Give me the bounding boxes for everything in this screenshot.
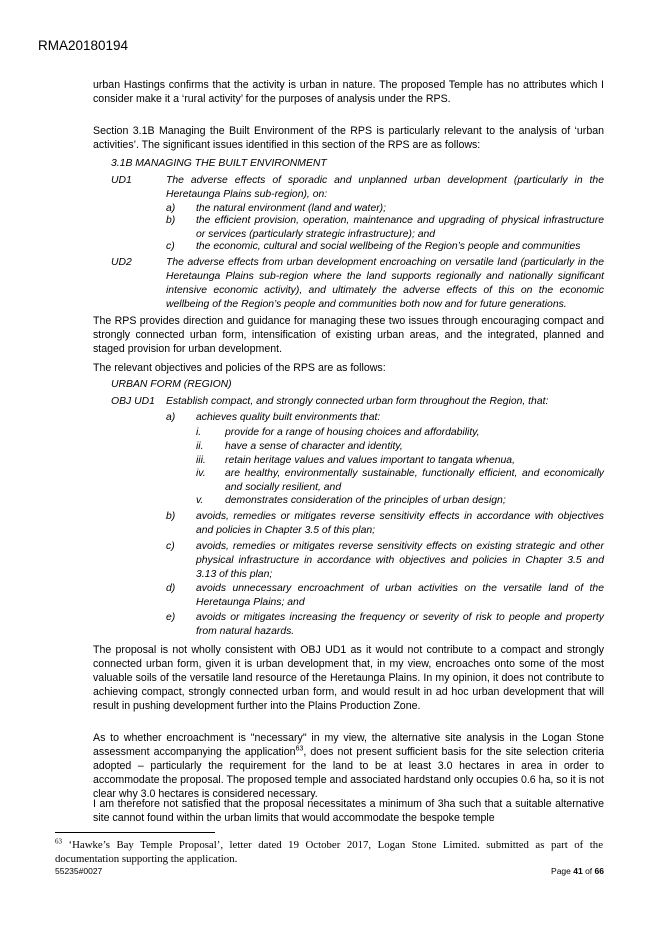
subitem-label: iv. xyxy=(196,468,206,479)
subitem-text: are healthy, environmentally sustainable, functionally efficient, and economically and socially resilient, and xyxy=(225,468,604,493)
ud1-text: The adverse effects of sporadic and unplanned urban development (particularly in the Heretaunga Plains sub-region), on: xyxy=(166,175,604,200)
paragraph-7: I am therefore not satisfied that the proposal necessitates a minimum of 3ha such that a suitable alternative site cannot found within the urban limits that would accommodate the bespoke temple xyxy=(93,798,604,824)
ud1-item-label: a) xyxy=(166,203,176,214)
ud2-text: The adverse effects from urban development encroaching on versatile land (particularly in the Heretaunga Plains sub-region where the land supports regionally and nationally significant intensive economic activity), and ultimately the adverse effects of this on the economic wellbeing of the Region’s people and communities both now and for future generations. xyxy=(166,257,604,310)
urban-form-heading: URBAN FORM (REGION) xyxy=(111,379,232,390)
obj-item-label: b) xyxy=(166,511,176,522)
obj-item-label: a) xyxy=(166,412,176,423)
page-number xyxy=(551,866,604,876)
ud2-code: UD2 xyxy=(111,257,132,268)
subitem-label: iii. xyxy=(196,455,206,466)
obj-item-text: avoids or mitigates increasing the frequency or severity of risk to people and property from natural hazards. xyxy=(196,612,604,637)
obj-item-label: c) xyxy=(166,541,175,552)
ud1-item-text: the natural environment (land and water); xyxy=(196,203,387,214)
obj-item-text: achieves quality built environments that: xyxy=(196,412,381,423)
obj-item-label: e) xyxy=(166,612,176,623)
subitem-text: have a sense of character and identity, xyxy=(225,441,403,452)
section-31b-heading: 3.1B MANAGING THE BUILT ENVIRONMENT xyxy=(111,158,327,169)
ud1-item-label: b) xyxy=(166,215,176,226)
paragraph-5: The proposal is not wholly consistent with OBJ UD1 as it would not contribute to a compact and strongly connected urban form, given it is urban development that, in my view, encroaches onto some of the most valuable soils of the versatile land resource of the Heretaunga Plains. In my opinion, it does not contribute to achieving compact, strongly connected urban form, and would result in ad hoc urban development that will result in pushing development further into the Plains Production Zone. xyxy=(93,644,604,712)
subitem-text: retain heritage values and values important to tangata whenua, xyxy=(225,455,515,466)
footnote xyxy=(55,839,603,866)
page-total: 66 xyxy=(594,866,604,876)
subitem-label: v. xyxy=(196,495,204,506)
page-current: 41 xyxy=(573,866,583,876)
ud1-item-text: the efficient provision, operation, maintenance and upgrading of physical infrastructure or services (particularly strategic infrastructure); and xyxy=(196,215,604,240)
footnote-separator xyxy=(55,832,215,833)
paragraph-6-end: , does not present sufficient basis for the site selection criteria adopted – particularly the requirement for the land to be at least 3.0 hectares in area in order to accommodate the proposal. The proposed temple and associated hardstand only occupies 0.6 ha, so it is not clear why 3.0 hectares is considered necessary. xyxy=(93,746,604,800)
obj-item-text: avoids, remedies or mitigates reverse sensitivity effects on existing strategic and other physical infrastructure in accordance with objectives and policies in Chapter 3.5 and 3.13 of this plan; xyxy=(196,541,604,580)
paragraph-3: The RPS provides direction and guidance for managing these two issues through encouraging compact and strongly connected urban form, intensification of existing urban areas, and the integrated, planned and staged provision for urban development. xyxy=(93,315,604,355)
paragraph-2: Section 3.1B Managing the Built Environment of the RPS is particularly relevant to the analysis of ‘urban activities’. The significant issues identified in this section of the RPS are as follows: xyxy=(93,125,604,151)
obj-item-label: d) xyxy=(166,583,176,594)
obj-ud1-text: Establish compact, and strongly connected urban form throughout the Region, that: xyxy=(166,396,549,407)
paragraph-1: urban Hastings confirms that the activity is urban in nature. The proposed Temple has no attributes which I consider make it a ‘rural activity’ for the purposes of analysis under the RPS. xyxy=(93,79,604,105)
paragraph-6 xyxy=(93,731,604,801)
subitem-text: provide for a range of housing choices and affordability, xyxy=(225,427,480,438)
subitem-label: i. xyxy=(196,427,202,438)
obj-ud1-code: OBJ UD1 xyxy=(111,396,155,407)
paragraph-4: The relevant objectives and policies of the RPS are as follows: xyxy=(93,362,386,374)
footnote-number: 63 xyxy=(55,837,62,846)
paragraph-6-start: As to whether encroachment is "necessary" in my view, the alternative site analysis in the Logan Stone assessment accompanying the application xyxy=(93,732,604,758)
ud1-item-text: the economic, cultural and social wellbeing of the Region’s people and communities xyxy=(196,241,581,252)
subitem-text: demonstrates consideration of the principles of urban design; xyxy=(225,495,506,506)
ud1-item-label: c) xyxy=(166,241,175,252)
page-prefix: Page xyxy=(551,866,574,876)
obj-item-text: avoids unnecessary encroachment of urban activities on the versatile land of the Heretaunga Plains; and xyxy=(196,583,604,608)
footnote-text: ‘Hawke’s Bay Temple Proposal’, letter dated 19 October 2017, Logan Stone Limited. submitted as part of the documentation supporting the application. xyxy=(55,839,603,865)
ud1-code: UD1 xyxy=(111,175,132,186)
document-id: RMA20180194 xyxy=(38,38,129,53)
footer-doc-ref: 55235#0027 xyxy=(55,866,103,876)
subitem-label: ii. xyxy=(196,441,204,452)
obj-item-text: avoids, remedies or mitigates reverse sensitivity effects in accordance with objectives and policies in Chapter 3.5 of this plan; xyxy=(196,511,604,536)
page-mid: of xyxy=(582,866,595,876)
footnote-ref[interactable]: 63 xyxy=(295,745,304,753)
